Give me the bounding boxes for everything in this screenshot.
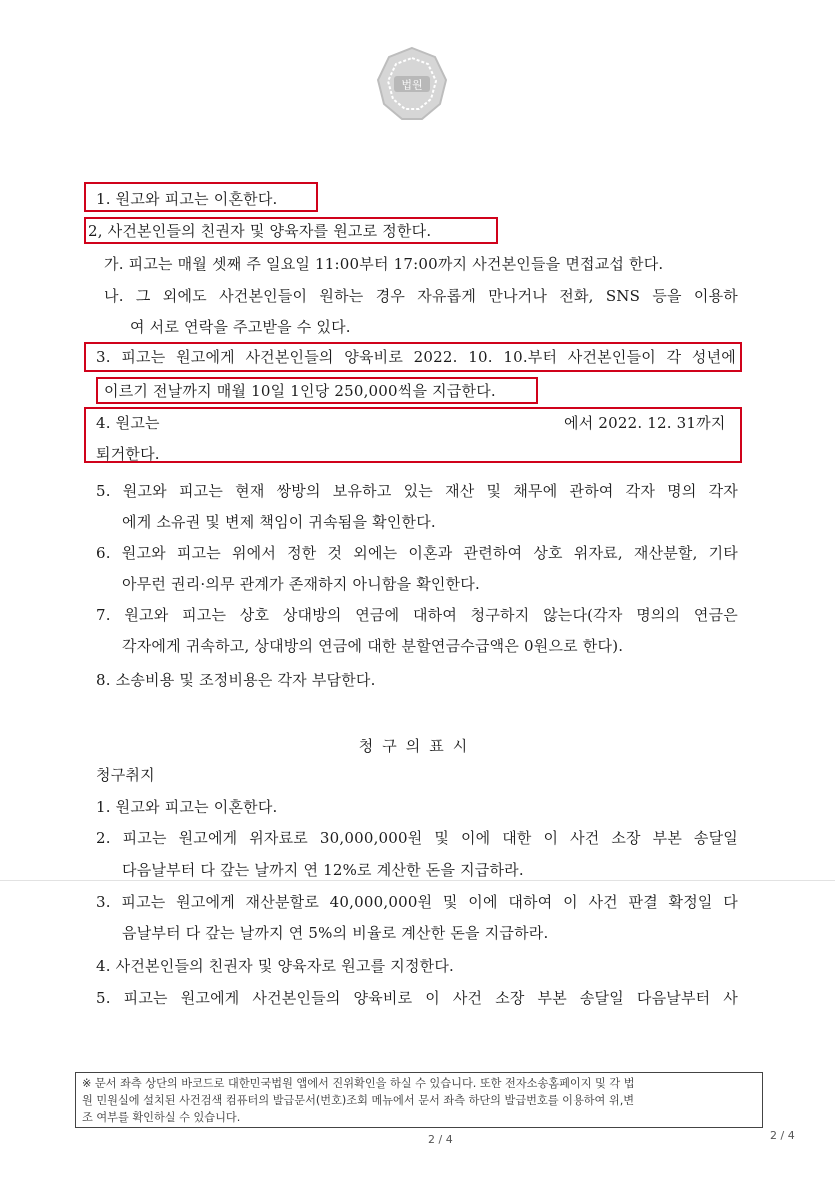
judgment-item-2-na-line1: 나. 그 외에도 사건본인들이 원하는 경우 자유롭게 만나거나 전화, SNS 등을 이용하 — [104, 287, 738, 305]
claim-subheading: 청구취지 — [96, 766, 155, 784]
claim-item-2-line1: 2. 피고는 원고에게 위자료로 30,000,000원 및 이에 대한 이 사건 소장 부본 송달일 — [96, 829, 738, 847]
judgment-item-4-line2: 퇴거한다. — [96, 445, 160, 463]
claim-heading: 청구의표시 — [358, 737, 477, 755]
claim-item-1: 1. 원고와 피고는 이혼한다. — [96, 798, 278, 816]
court-emblem-icon — [372, 44, 452, 124]
judgment-item-2-ga: 가. 피고는 매월 셋째 주 일요일 11:00부터 17:00까지 사건본인들을 면접교섭 한다. — [104, 255, 664, 273]
judgment-item-5-line1: 5. 원고와 피고는 현재 쌍방의 보유하고 있는 재산 및 채무에 관하여 각자 명의 각자 — [96, 482, 738, 500]
judgment-item-8: 8. 소송비용 및 조정비용은 각자 부담한다. — [96, 671, 376, 689]
judgment-item-3-line1: 3. 피고는 원고에게 사건본인들의 양육비로 2022. 10. 10.부터 사건본인들이 각 성년에 — [96, 348, 736, 366]
notice-line-1: ※ 문서 좌측 상단의 바코드로 대한민국법원 앱에서 진위확인을 하실 수 있습니다. 또한 전자소송홈페이지 및 각 법 — [82, 1077, 635, 1090]
claim-item-4: 4. 사건본인들의 친권자 및 양육자로 원고를 지정한다. — [96, 957, 454, 975]
claim-item-3-line2: 음날부터 다 갚는 날까지 연 5%의 비율로 계산한 돈을 지급하라. — [122, 924, 549, 942]
judgment-item-4-line1b: 에서 2022. 12. 31까지 — [564, 414, 726, 432]
judgment-item-4-line1a: 4. 원고는 — [96, 414, 160, 432]
judgment-item-1: 1. 원고와 피고는 이혼한다. — [96, 190, 278, 208]
judgment-item-2: 2, 사건본인들의 친권자 및 양육자를 원고로 정한다. — [88, 222, 432, 240]
judgment-item-6-line2: 아무런 권리·의무 관계가 존재하지 아니함을 확인한다. — [122, 575, 480, 593]
judgment-item-5-line2: 에게 소유권 및 변제 책임이 귀속됨을 확인한다. — [122, 513, 436, 531]
judgment-item-7-line1: 7. 원고와 피고는 상호 상대방의 연금에 대하여 청구하지 않는다(각자 명의의 연금은 — [96, 606, 738, 624]
page-number: 2 / 4 — [428, 1133, 453, 1146]
page-number-corner: 2 / 4 — [770, 1129, 795, 1142]
claim-item-5: 5. 피고는 원고에게 사건본인들의 양육비로 이 사건 소장 부본 송달일 다음날부터 사 — [96, 989, 738, 1007]
verification-notice — [75, 1072, 763, 1128]
emblem-label: 법원 — [401, 78, 423, 92]
notice-line-2: 원 민원실에 설치된 사건검색 컴퓨터의 발급문서(번호)조회 메뉴에서 문서 좌측 하단의 발급번호를 이용하여 위,변 — [82, 1094, 635, 1107]
judgment-item-6-line1: 6. 원고와 피고는 위에서 정한 것 외에는 이혼과 관련하여 상호 위자료, 재산분할, 기타 — [96, 544, 738, 562]
judgment-item-7-line2: 각자에게 귀속하고, 상대방의 연금에 대한 분할연금수급액은 0원으로 한다). — [122, 637, 624, 655]
page-fold-line — [0, 880, 835, 881]
claim-item-2-line2: 다음날부터 다 갚는 날까지 연 12%로 계산한 돈을 지급하라. — [122, 861, 524, 879]
judgment-item-3-line2: 이르기 전날까지 매월 10일 1인당 250,000씩을 지급한다. — [104, 382, 496, 400]
judgment-item-2-na-line2: 여 서로 연락을 주고받을 수 있다. — [130, 318, 351, 336]
notice-line-3: 조 여부를 확인하실 수 있습니다. — [82, 1111, 241, 1124]
claim-item-3-line1: 3. 피고는 원고에게 재산분할로 40,000,000원 및 이에 대하여 이 사건 판결 확정일 다 — [96, 893, 738, 911]
